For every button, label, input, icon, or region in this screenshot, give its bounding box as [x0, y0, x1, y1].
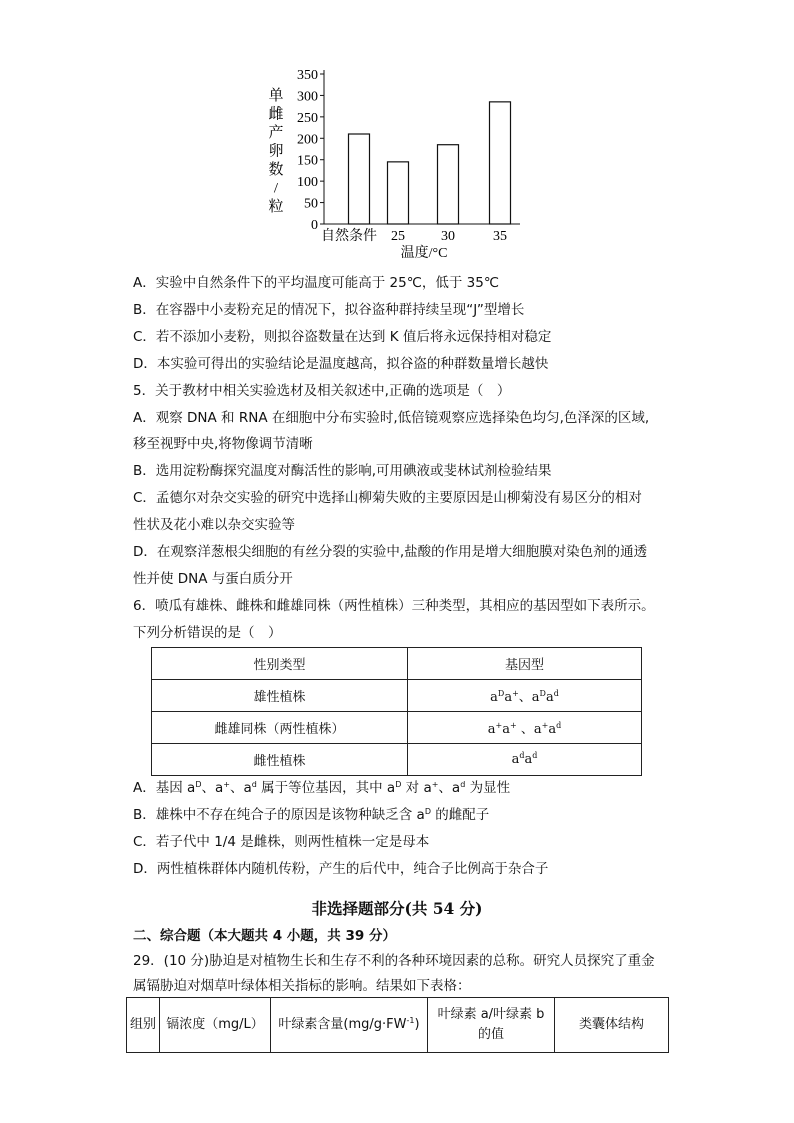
table-row	[152, 712, 642, 744]
cell-genotype: $a^da^d$	[408, 744, 642, 776]
bar	[349, 134, 370, 224]
header-cell-genotype: 基因型	[408, 648, 642, 680]
y-tick-label: 300	[297, 89, 318, 105]
q5-stem: 5．关于教材中相关实验选材及相关叙述中,正确的选项是（ ）	[133, 383, 511, 399]
table-row	[152, 744, 642, 776]
bar-chart	[262, 62, 522, 262]
header-cell-group: 组别	[127, 998, 160, 1053]
y-axis-label-char: 雌	[268, 106, 284, 123]
cadmium-table	[126, 997, 669, 1053]
q4-option-c: C．若不添加小麦粉，则拟谷盗数量在达到 K 值后将永远保持相对稳定	[133, 329, 552, 345]
cell-sex-type: 雄性植株	[152, 680, 408, 712]
x-tick-label: 自然条件	[321, 229, 377, 244]
q5-option-a-line2: 移至视野中央,将物像调节清晰	[133, 436, 313, 452]
cell-genotype: $a^Da^+$、$a^Da^d$	[408, 680, 642, 712]
section2-heading: 二、综合题（本大题共 4 小题，共 39 分）	[133, 928, 396, 944]
y-axis-label-char: 单	[268, 88, 284, 104]
header-cell-thylakoid: 类囊体结构	[555, 998, 669, 1053]
q6-stem-line1: 6．喷瓜有雄株、雌株和雌雄同株（两性植株）三种类型，其相应的基因型如下表所示。	[133, 598, 655, 614]
section-title: 非选择题部分(共 54 分)	[311, 899, 483, 918]
y-axis-label-char: 产	[268, 125, 284, 141]
x-axis-label: 温度/°C	[400, 246, 448, 261]
y-tick-label: 50	[304, 196, 318, 212]
cell-sex-type: 雌性植株	[152, 744, 408, 776]
y-axis-label-char: 粒	[268, 199, 284, 215]
cell-sex-type: 雌雄同株（两性植株）	[152, 712, 408, 744]
q6-option-c: C．若子代中 1/4 是雌株，则两性植株一定是母本	[133, 834, 430, 850]
y-tick-label: 350	[297, 68, 318, 83]
x-tick-label: 25	[391, 229, 405, 244]
genotype-table	[151, 647, 642, 776]
y-tick-label: 0	[311, 218, 318, 233]
y-tick-label: 150	[297, 153, 318, 169]
bar	[388, 162, 409, 224]
q4-option-b: B．在容器中小麦粉充足的情况下，拟谷盗种群持续呈现“J”型增长	[133, 302, 525, 318]
cell-genotype: a+a+ 、$a^+a^d$	[408, 712, 642, 744]
header-cell-cd: 镉浓度（mg/L）	[160, 998, 271, 1053]
y-axis-label-char: 卵	[268, 143, 284, 160]
x-tick-label: 35	[493, 229, 507, 244]
q5-option-c-line2: 性状及花小难以杂交实验等	[133, 517, 295, 533]
y-axis-label-char: /	[273, 180, 279, 197]
y-tick-label: 100	[297, 175, 318, 191]
y-tick-label: 250	[297, 110, 318, 126]
q6-option-d: D．两性植株群体内随机传粉，产生的后代中，纯合子比例高于杂合子	[133, 861, 549, 877]
q5-option-b: B．选用淀粉酶探究温度对酶活性的影响,可用碘液或斐林试剂检验结果	[133, 463, 552, 479]
header-cell-chlorophyll: 叶绿素含量$(mg/g\cdot FW^{-1})$	[271, 998, 428, 1053]
q5-option-d-line2: 性并使 DNA 与蛋白质分开	[133, 571, 293, 587]
q4-option-a: A．实验中自然条件下的平均温度可能高于 25℃，低于 35℃	[133, 275, 499, 291]
q6-stem-line2: 下列分析错误的是（ ）	[133, 625, 282, 641]
q4-option-d: D．本实验可得出的实验结论是温度越高，拟谷盗的种群数量增长越快	[133, 356, 549, 372]
table-header-row	[152, 648, 642, 680]
table-row	[152, 680, 642, 712]
q6-option-a: A．基因 $a^D$、a+、$a^d$ 属于等位基因，其中 $a^D$ 对 a+、$a^d$ 为显性	[133, 780, 511, 796]
y-tick-label: 200	[297, 132, 318, 148]
q29-line1: 29．(10 分)胁迫是对植物生长和生存不利的各种环境因素的总称。研究人员探究了重金	[133, 953, 655, 969]
header-cell-sex: 性别类型	[152, 648, 408, 680]
bar	[490, 102, 511, 224]
q29-line2: 属镉胁迫对烟草叶绿体相关指标的影响。结果如下表格：	[133, 978, 471, 994]
header-cell-ratio: 叶绿素 a/叶绿素 b 的值	[428, 998, 555, 1053]
q6-option-b: B．雄株中不存在纯合子的原因是该物种缺乏含 $a^D$ 的雌配子	[133, 807, 490, 823]
q5-option-a-line1: A．观察 DNA 和 RNA 在细胞中分布实验时,低倍镜观察应选择染色均匀,色泽深的区域,	[133, 410, 650, 426]
bar	[438, 145, 459, 224]
q5-option-c-line1: C．孟德尔对杂交实验的研究中选择山柳菊失败的主要原因是山柳菊没有易区分的相对	[133, 490, 642, 506]
y-axis-label-char: 数	[268, 162, 284, 178]
x-tick-label: 30	[441, 229, 455, 244]
table-header-row	[127, 998, 669, 1053]
q5-option-d-line1: D．在观察洋葱根尖细胞的有丝分裂的实验中,盐酸的作用是增大细胞膜对染色剂的通透	[133, 544, 648, 560]
